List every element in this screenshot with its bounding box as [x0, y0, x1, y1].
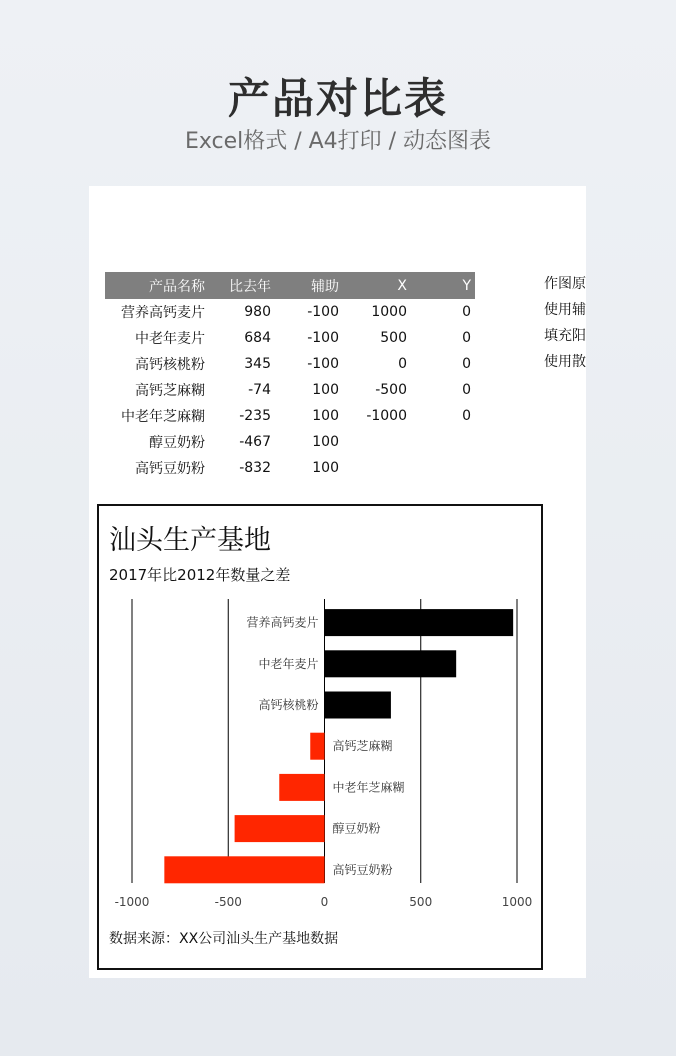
cell[interactable]: 100 — [312, 434, 339, 450]
cell[interactable]: 0 — [462, 330, 471, 346]
cell[interactable]: 高钙芝麻糊 — [135, 383, 205, 399]
category-label: 高钙豆奶粉 — [332, 862, 393, 877]
cell[interactable]: 100 — [312, 460, 339, 476]
header-vs-last-year[interactable]: 比去年 — [209, 272, 275, 299]
cell[interactable]: 500 — [380, 330, 407, 346]
bar-chart-plot — [99, 506, 541, 968]
cell[interactable]: 0 — [398, 356, 407, 372]
cell[interactable]: -74 — [248, 382, 271, 398]
cell[interactable]: 0 — [462, 304, 471, 320]
spreadsheet-sheet — [89, 186, 586, 978]
cell[interactable]: -100 — [307, 330, 339, 346]
bar[interactable] — [235, 815, 325, 842]
cell[interactable]: 0 — [462, 408, 471, 424]
cell[interactable]: -500 — [375, 382, 407, 398]
x-tick-label: 500 — [409, 895, 433, 909]
cell[interactable]: 0 — [462, 356, 471, 372]
cell[interactable]: 中老年芝麻糊 — [121, 409, 205, 425]
cell[interactable]: 中老年麦片 — [135, 331, 205, 347]
category-label: 高钙核桃粉 — [258, 698, 319, 712]
category-label: 醇豆奶粉 — [332, 821, 381, 836]
cell[interactable]: -467 — [239, 434, 271, 450]
cell[interactable]: 醇豆奶粉 — [149, 435, 205, 451]
data-table — [105, 272, 475, 481]
cell[interactable] — [411, 429, 475, 455]
x-tick-label: -500 — [214, 895, 242, 909]
note-line[interactable]: 填充阳 — [544, 328, 586, 344]
cell[interactable]: 高钙豆奶粉 — [135, 461, 205, 477]
cell[interactable] — [411, 455, 475, 481]
note-line[interactable]: 使用辅 — [544, 302, 586, 318]
table-row — [105, 299, 475, 325]
table-row — [105, 351, 475, 377]
header-x[interactable]: X — [343, 272, 411, 299]
category-label: 营养高钙麦片 — [246, 615, 319, 630]
cell[interactable]: -235 — [239, 408, 271, 424]
cell[interactable] — [343, 429, 411, 455]
table-row — [105, 455, 475, 481]
x-tick-label: 0 — [320, 895, 329, 909]
cell[interactable]: 1000 — [371, 304, 407, 320]
cell[interactable]: 684 — [244, 330, 271, 346]
bar[interactable] — [325, 692, 391, 719]
category-label: 高钙芝麻糊 — [332, 739, 393, 754]
x-tick-label: -1000 — [114, 895, 150, 909]
header-product-name[interactable]: 产品名称 — [105, 272, 209, 299]
x-tick-label: 1000 — [501, 895, 533, 909]
chart-container[interactable] — [97, 504, 543, 970]
bar[interactable] — [325, 650, 457, 677]
cell[interactable] — [343, 455, 411, 481]
page-title: 产品对比表 — [227, 74, 448, 123]
page-subtitle: Excel格式 / A4打印 / 动态图表 — [184, 129, 492, 154]
cell[interactable]: -100 — [307, 304, 339, 320]
cell[interactable]: 0 — [462, 382, 471, 398]
cell[interactable]: -1000 — [366, 408, 407, 424]
cell[interactable]: -100 — [307, 356, 339, 372]
header-y[interactable]: Y — [411, 272, 475, 299]
table-header-row — [105, 272, 475, 299]
note-line[interactable]: 使用散 — [544, 354, 586, 370]
bar[interactable] — [279, 774, 324, 801]
category-label: 中老年麦片 — [258, 656, 319, 671]
bar[interactable] — [325, 609, 514, 636]
chart-source: 数据来源：XX公司汕头生产基地数据 — [109, 931, 339, 947]
note-line[interactable]: 作图原 — [544, 276, 586, 292]
cell[interactable]: 345 — [244, 356, 271, 372]
table-row — [105, 429, 475, 455]
chart-subtitle: 2017年比2012年数量之差 — [109, 566, 291, 584]
table-row — [105, 403, 475, 429]
header-helper[interactable]: 辅助 — [275, 272, 343, 299]
cell[interactable]: -832 — [239, 460, 271, 476]
cell[interactable]: 营养高钙麦片 — [121, 305, 205, 321]
bar[interactable] — [310, 733, 324, 760]
category-label: 中老年芝麻糊 — [332, 780, 405, 795]
bar[interactable] — [164, 856, 324, 883]
table-row — [105, 325, 475, 351]
table-row — [105, 377, 475, 403]
chart-title: 汕头生产基地 — [109, 525, 271, 556]
side-notes — [544, 275, 586, 379]
cell[interactable]: 980 — [244, 304, 271, 320]
cell[interactable]: 100 — [312, 408, 339, 424]
cell[interactable]: 高钙核桃粉 — [135, 357, 205, 373]
cell[interactable]: 100 — [312, 382, 339, 398]
